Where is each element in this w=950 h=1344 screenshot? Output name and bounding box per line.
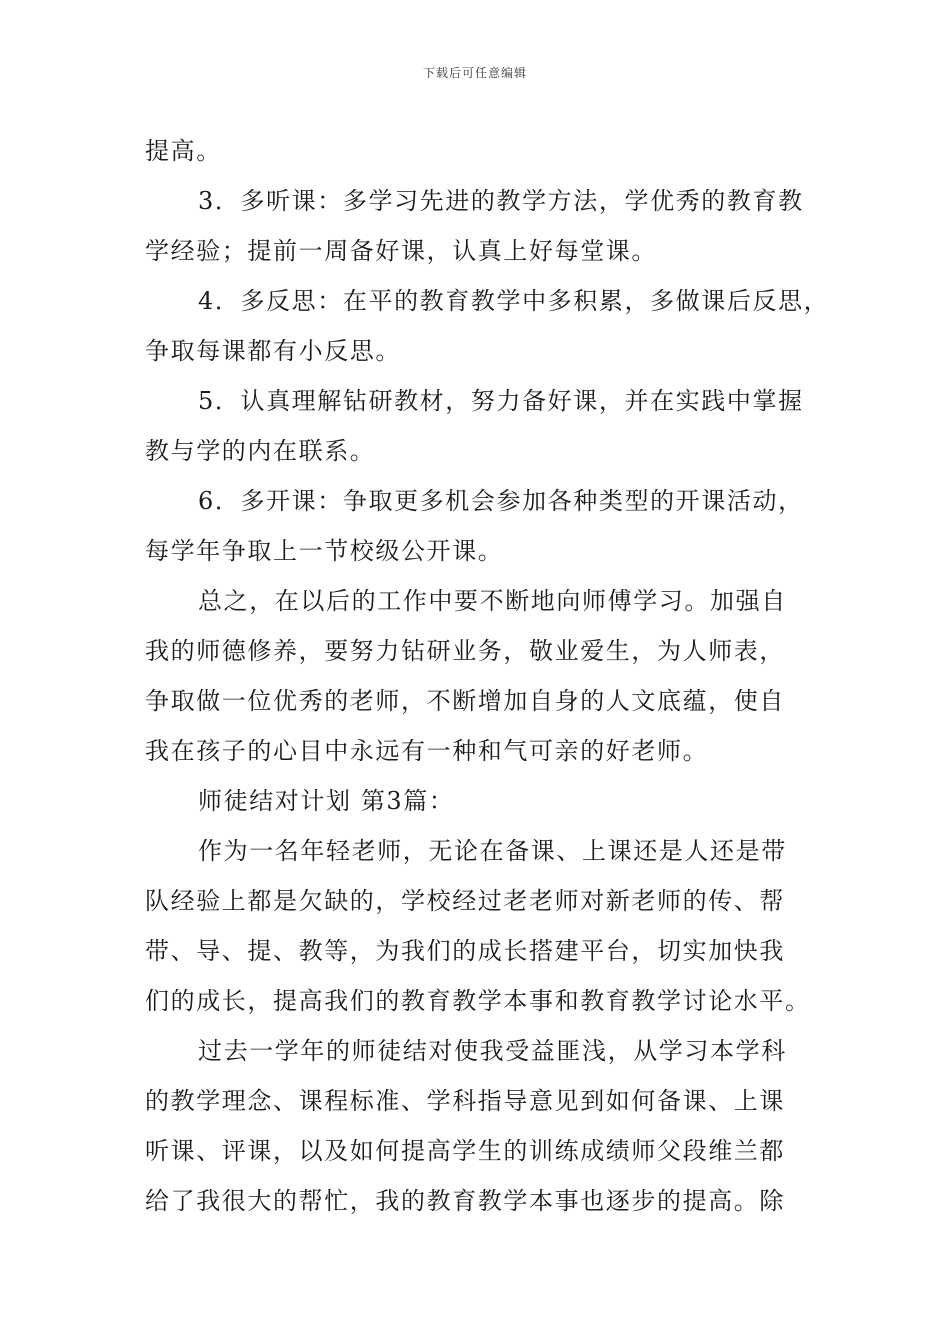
text-line: 们的成长，提高我们的教育教学本事和教育教学讨论水平。 [145, 987, 811, 1015]
text-line: 的教学理念、课程标准、学科指导意见到如何备课、上课 [145, 1087, 785, 1115]
text-line: 教与学的内在联系。 [145, 437, 376, 465]
text-line: 我在孩子的心目中永远有一种和气可亲的好老师。 [145, 737, 709, 765]
paragraph-start: 总之，在以后的工作中要不断地向师傅学习。加强自 [198, 587, 787, 615]
text-line: 争取每课都有小反思。 [145, 337, 401, 365]
list-item-5: 5．认真理解钻研教材，努力备好课，并在实践中掌握 [198, 387, 804, 415]
document-body [145, 126, 830, 1226]
text-line: 提高。 [145, 137, 222, 165]
text-line: 我的师德修养，要努力钻研业务，敬业爱生，为人师表， [145, 637, 785, 665]
list-item-6: 6．多开课：争取更多机会参加各种类型的开课活动， [198, 487, 804, 515]
section-heading: 师徒结对计划 第3篇： [198, 787, 455, 815]
paragraph-start: 作为一名年轻老师，无论在备课、上课还是人还是带 [198, 837, 787, 865]
text-line: 争取做一位优秀的老师，不断增加自身的人文底蕴，使自 [145, 687, 785, 715]
text-line: 带、导、提、教等，为我们的成长搭建平台，切实加快我 [145, 937, 785, 965]
text-line: 学经验；提前一周备好课，认真上好每堂课。 [145, 237, 657, 265]
list-item-3: 3．多听课：多学习先进的教学方法，学优秀的教育教 [198, 187, 804, 215]
page-header: 下载后可任意编辑 [422, 66, 527, 80]
text-line: 给了我很大的帮忙，我的教育教学本事也逐步的提高。除 [145, 1187, 785, 1215]
text-line: 队经验上都是欠缺的，学校经过老老师对新老师的传、帮 [145, 887, 785, 915]
text-line: 听课、评课，以及如何提高学生的训练成绩师父段维兰都 [145, 1137, 785, 1165]
list-item-4: 4．多反思：在平的教育教学中多积累，多做课后反思， [198, 287, 830, 315]
paragraph-start: 过去一学年的师徒结对使我受益匪浅，从学习本学科 [198, 1037, 787, 1065]
text-line: 每学年争取上一节校级公开课。 [145, 537, 504, 565]
